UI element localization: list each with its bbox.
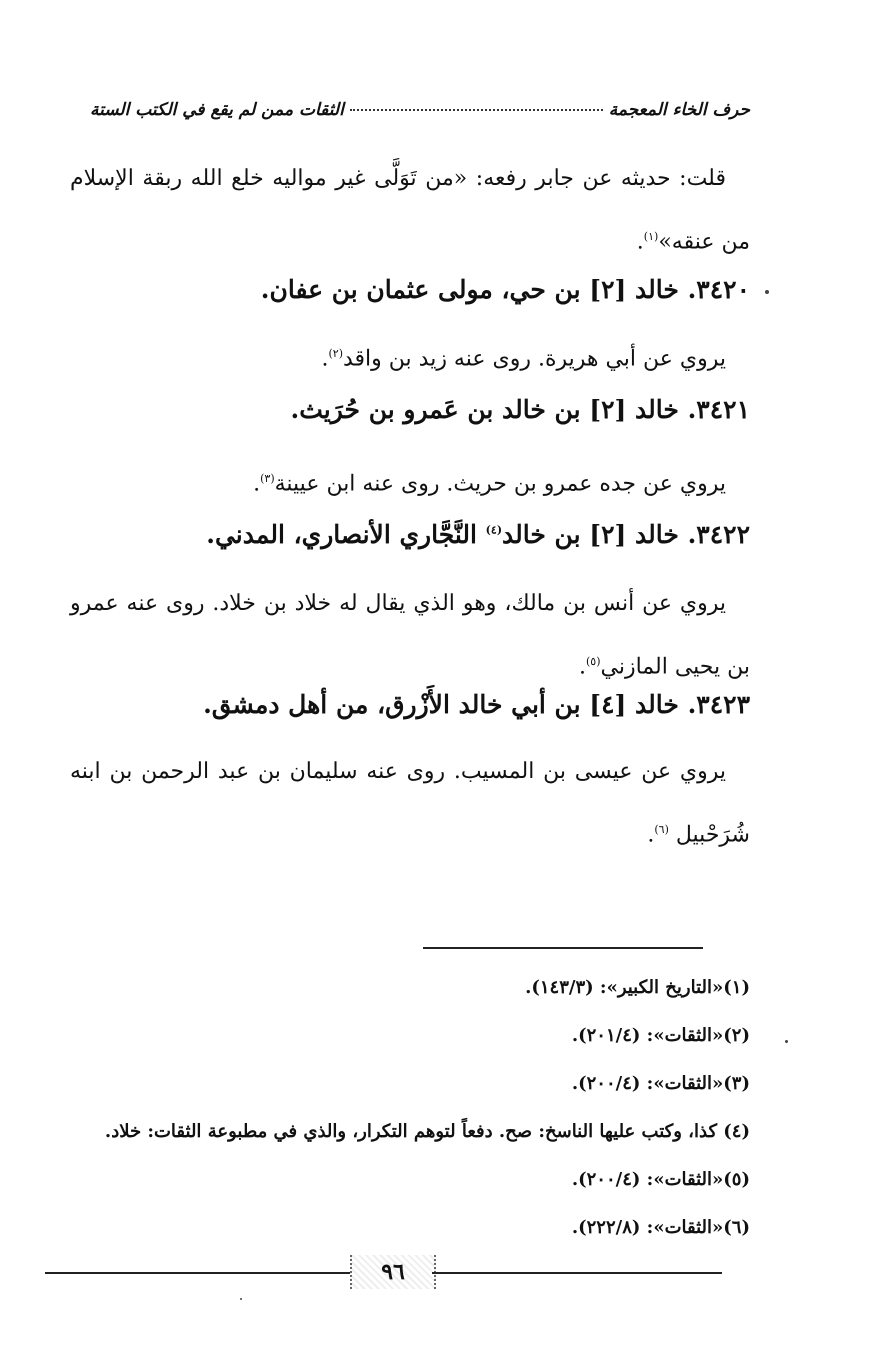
footnote-ref: (٣) — [260, 472, 275, 485]
footnote-4: (٤) كذا، وكتب عليها الناسخ: صح. دفعاً لتوهم التكرار، والذي في مطبوعة الثقات: خلاد. — [104, 1121, 750, 1142]
footnote-ref: (٢) — [328, 347, 343, 360]
intro-paragraph: قلت: حديثه عن جابر رفعه: «من تَوَلَّى غير مواليه خلع الله ربقة الإسلام من عنقه»$^{(١)}$. — [70, 166, 750, 255]
entry-tail: . — [321, 346, 329, 372]
entry-tail: . — [253, 471, 261, 497]
scan-speck — [785, 1040, 788, 1043]
running-header — [90, 100, 750, 120]
footnote-ref: (٥) — [586, 655, 601, 668]
entry-heading-3420: ٣٤٢٠. خالد [٢] بن حي، مولى عثمان بن عفان. — [260, 275, 750, 304]
footnote-1: (١)«التاريخ الكبير»: (١٤٣/٣). — [525, 977, 750, 998]
entry-heading-3422 — [70, 520, 750, 549]
header-chapter: حرف الخاء المعجمة — [608, 100, 750, 120]
entry-body-text: يروي عن عيسى بن المسيب. روى عنه سليمان بن عبد الرحمن بن ابنه شُرَحْبيل — [70, 759, 750, 848]
entry-heading-3423: ٣٤٢٣. خالد [٤] بن أبي خالد الأَزْرق، من أهل دمشق. — [203, 690, 750, 719]
bottom-rule-right — [432, 1272, 722, 1274]
entry-body-3421 — [70, 450, 750, 513]
footnote-6: (٦)«الثقات»: (٢٢٢/٨). — [571, 1217, 750, 1238]
entry-title-part: النَّجَّاري الأنصاري، المدني. — [206, 520, 486, 549]
entry-body-text: يروي عن أنس بن مالك، وهو الذي يقال له خلاد بن خلاد. روى عنه عمرو بن يحيى المازني — [70, 591, 750, 680]
entry-body-text: يروي عن جده عمرو بن حريث. روى عنه ابن عيينة — [274, 471, 726, 497]
entry-tail: . — [579, 654, 586, 680]
entry-heading-3421: ٣٤٢١. خالد [٢] بن خالد بن عَمرو بن حُرَيث. — [290, 395, 750, 424]
header-book-title: الثقات ممن لم يقع في الكتب الستة — [90, 100, 344, 120]
page-number: ٩٦ — [350, 1255, 436, 1289]
footnote-2: (٢)«الثقات»: (٢٠١/٤). — [571, 1025, 750, 1046]
entry-body-3422 — [70, 575, 750, 696]
entry-body-3420 — [70, 325, 750, 388]
bottom-rule-left — [45, 1272, 350, 1274]
scan-speck — [765, 290, 769, 294]
footnote-ref: (١) — [643, 230, 659, 243]
footnotes — [60, 964, 750, 1252]
footnote-separator — [423, 947, 703, 949]
entry-title-part: ٣٤٢٢. خالد [٢] بن خالد — [502, 520, 750, 549]
entry-body-text: يروي عن أبي هريرة. روى عنه زيد بن واقد — [342, 346, 726, 372]
scan-speck — [240, 1298, 242, 1300]
footnote-3: (٣)«الثقات»: (٢٠٠/٤). — [571, 1073, 750, 1094]
entry-tail: . — [647, 822, 655, 848]
footnote-ref: (٤) — [485, 523, 503, 537]
intro-text: قلت: حديثه عن جابر رفعه: «من تَوَلَّى غير مواليه خلع الله ربقة الإسلام من عنقه» — [70, 166, 750, 255]
header-dots — [350, 109, 603, 111]
entry-body-3423 — [70, 743, 750, 864]
footnote-ref: (٦) — [654, 823, 669, 836]
footnote-5: (٥)«الثقات»: (٢٠٠/٤). — [571, 1169, 750, 1190]
